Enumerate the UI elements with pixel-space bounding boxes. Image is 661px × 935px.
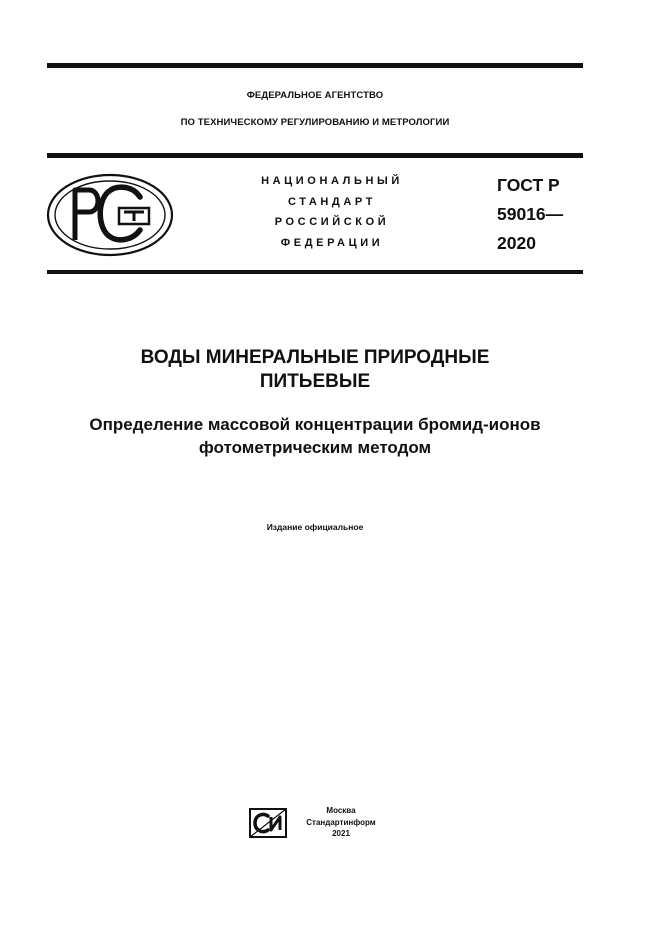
gost-number-line: ГОСТ Р bbox=[497, 175, 560, 195]
subtitle-line: Определение массовой концентрации бромид-ионов bbox=[89, 415, 541, 434]
imprint-year: 2021 bbox=[332, 829, 350, 838]
standartinform-logo-icon bbox=[249, 808, 287, 838]
standard-type-line: СТАНДАРТ bbox=[287, 195, 377, 208]
title-line: ВОДЫ МИНЕРАЛЬНЫЕ ПРИРОДНЫЕ bbox=[140, 347, 490, 368]
imprint-city: Москва bbox=[326, 806, 356, 815]
top-rule bbox=[47, 63, 583, 68]
document-title bbox=[47, 346, 583, 394]
document-subtitle bbox=[30, 413, 600, 459]
imprint-publisher: Стандартинформ bbox=[306, 817, 376, 827]
agency-name-line-2: ПО ТЕХНИЧЕСКОМУ РЕГУЛИРОВАНИЮ И МЕТРОЛОГИИ bbox=[180, 117, 450, 128]
standard-type-block bbox=[228, 171, 436, 253]
gost-number-line: 59016— bbox=[497, 204, 564, 224]
publisher-imprint bbox=[306, 805, 376, 840]
bottom-rule bbox=[47, 270, 583, 274]
agency-name-line-1: ФЕДЕРАЛЬНОЕ АГЕНТСТВО bbox=[246, 90, 384, 101]
standard-type-line: ФЕДЕРАЦИИ bbox=[280, 236, 384, 249]
subtitle-line: фотометрическим методом bbox=[198, 438, 432, 457]
gost-number-line: 2020 bbox=[497, 233, 536, 253]
rst-emblem-icon bbox=[45, 172, 175, 258]
standard-type-line: РОССИЙСКОЙ bbox=[274, 216, 390, 228]
standard-type-line: НАЦИОНАЛЬНЫЙ bbox=[261, 175, 403, 187]
middle-rule bbox=[47, 153, 583, 158]
gost-number bbox=[497, 171, 563, 258]
title-line: ПИТЬЕВЫЕ bbox=[259, 371, 371, 392]
edition-label: Издание официальное bbox=[266, 522, 364, 532]
